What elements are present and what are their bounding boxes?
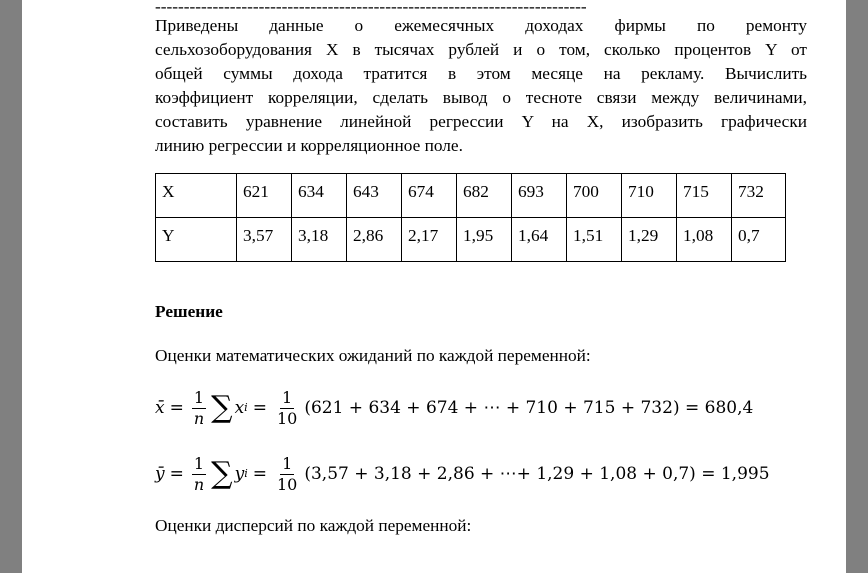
fraction-one-over-ten — [275, 388, 299, 429]
left-margin-bar — [0, 0, 22, 573]
fraction-numerator: 1 — [193, 387, 205, 407]
fraction-one-over-n — [192, 454, 206, 495]
problem-line: линию регрессии и корреляционное поле. — [155, 136, 463, 155]
formula-subscript: i — [244, 401, 248, 414]
table-cell: 0,7 — [732, 218, 786, 262]
formula-equals: = — [252, 464, 267, 484]
formula-equals: = — [252, 398, 267, 418]
formula-mean-x — [155, 382, 807, 434]
formula-variable: y — [234, 464, 245, 484]
table-cell-label: Y — [156, 218, 237, 262]
formula-expression: (3,57 + 3,18 + 2,86 + ⋯+ 1,29 + 1,08 + 0,7) = 1,995 — [304, 464, 770, 484]
table-cell: 674 — [402, 174, 457, 218]
table-cell: 715 — [677, 174, 732, 218]
table-cell: 1,64 — [512, 218, 567, 262]
fraction-numerator: 1 — [282, 387, 293, 407]
problem-line: составить уравнение линейной регрессии Y на X, изобразить графически — [155, 112, 807, 131]
table-cell: 710 — [622, 174, 677, 218]
sum-symbol: ∑ — [211, 456, 233, 491]
formula-equals: = — [169, 398, 184, 418]
problem-statement — [155, 14, 807, 158]
table-cell: 2,86 — [347, 218, 402, 262]
right-margin-bar — [846, 0, 868, 573]
mean-intro-text: Оценки математических ожиданий по каждой переменной: — [155, 346, 591, 365]
formula-lhs: ȳ — [155, 464, 165, 484]
fraction-one-over-ten — [275, 454, 299, 495]
table-cell: 1,51 — [567, 218, 622, 262]
table-cell: 693 — [512, 174, 567, 218]
problem-line: сельхозоборудования X в тысячах рублей и о том, сколько процентов Y от — [155, 40, 807, 59]
fraction-numerator: 1 — [193, 453, 205, 473]
table-cell: 643 — [347, 174, 402, 218]
table-cell: 1,29 — [622, 218, 677, 262]
table-cell-label: X — [156, 174, 237, 218]
fraction-numerator: 1 — [282, 453, 293, 473]
table-cell: 1,08 — [677, 218, 732, 262]
document-page — [22, 0, 846, 573]
formula-subscript: i — [244, 467, 248, 480]
table-row-x — [156, 174, 786, 218]
problem-line: Приведены данные о ежемесячных доходах фирмы по ремонту — [155, 16, 807, 35]
sum-symbol: ∑ — [211, 390, 233, 425]
table-cell: 621 — [237, 174, 292, 218]
table-cell: 1,95 — [457, 218, 512, 262]
fraction-denominator: n — [193, 408, 205, 428]
document-content — [155, 0, 807, 538]
fraction-denominator: 10 — [276, 408, 298, 428]
fraction-denominator: 10 — [276, 474, 298, 494]
formula-mean-y — [155, 448, 807, 500]
data-table — [155, 173, 786, 262]
formula-expression: (621 + 634 + 674 + ⋯ + 710 + 715 + 732) = 680,4 — [304, 398, 754, 418]
table-row-y — [156, 218, 786, 262]
formula-lhs: x̄ — [155, 398, 165, 418]
variance-intro-text: Оценки дисперсий по каждой переменной: — [155, 516, 472, 535]
fraction-denominator: n — [193, 474, 205, 494]
table-cell: 3,18 — [292, 218, 347, 262]
table-cell: 2,17 — [402, 218, 457, 262]
fraction-one-over-n — [192, 388, 206, 429]
separator-dashes: --------------------------------------------------------------------------- — [155, 0, 587, 14]
formula-variable: x — [234, 398, 245, 418]
solution-heading: Решение — [155, 302, 223, 321]
problem-line: коэффициент корреляции, сделать вывод о тесноте связи между величинами, — [155, 88, 807, 107]
problem-line: общей суммы дохода тратится в этом месяце на рекламу. Вычислить — [155, 64, 807, 83]
table-cell: 682 — [457, 174, 512, 218]
table-cell: 3,57 — [237, 218, 292, 262]
table-cell: 634 — [292, 174, 347, 218]
table-cell: 732 — [732, 174, 786, 218]
table-cell: 700 — [567, 174, 622, 218]
formula-equals: = — [169, 464, 184, 484]
